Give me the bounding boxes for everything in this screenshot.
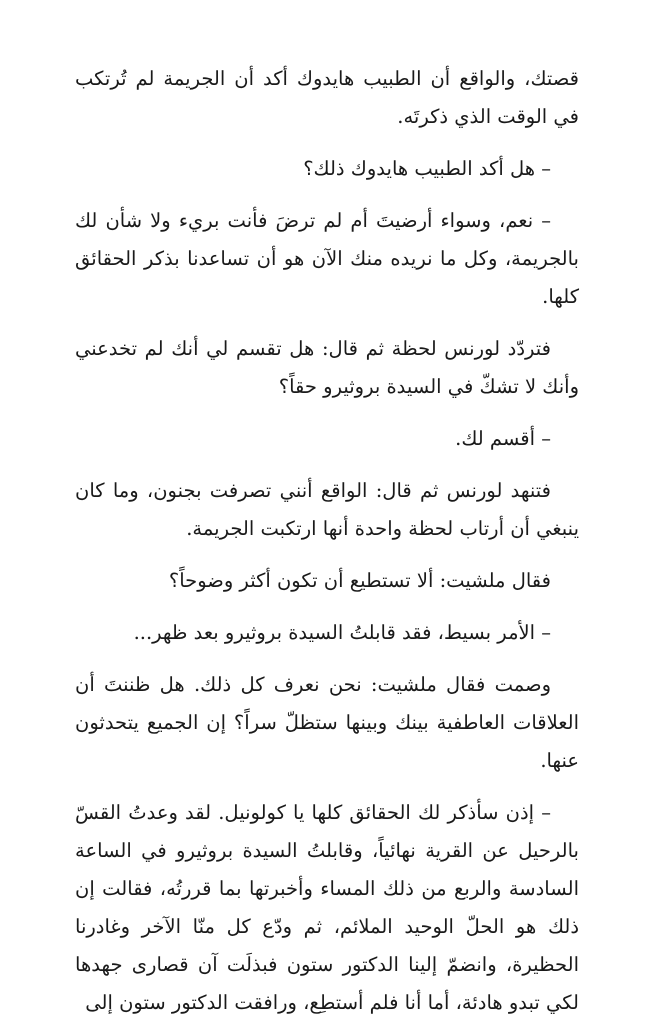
paragraph-10: – إذن سأذكر لك الحقائق كلها يا كولونيل. لقد وعدتُ القسّ بالرحيل عن القرية نهائياً، وقابلتُ السيدة بروثيرو في الساعة السادسة والربع من ذلك المساء وأخبرتها بما قررتُه، فقالت إن ذلك هو الحلّ الوحيد الملائم، ثم ودّع كل منّا الآخر وغادرنا الحظيرة، وانضمّ إلينا الدكتور ستون فبذلَت آن قصارى جهدها لكي تبدو هادئة، أما أنا فلم أستطِع، ورافقت الدكتور ستون إلى bbox=[75, 801, 579, 1014]
paragraph-7: فقال ملشيت: ألا تستطيع أن تكون أكثر وضوحاً؟ bbox=[168, 569, 551, 592]
paragraph-8: – الأمر بسيط، فقد قابلتُ السيدة بروثيرو بعد ظهر... bbox=[133, 621, 551, 644]
paragraph-1: قصتك، والواقع أن الطبيب هايدوك أكد أن الجريمة لم تُرتكب في الوقت الذي ذكرتَه. bbox=[75, 67, 579, 128]
book-page bbox=[75, 60, 579, 1014]
paragraph-5: – أقسم لك. bbox=[455, 427, 551, 450]
paragraph-9: وصمت فقال ملشيت: نحن نعرف كل ذلك. هل ظننتَ أن العلاقات العاطفية بينك وبينها ستظلّ سراً؟ إن الجميع يتحدثون عنها. bbox=[75, 673, 579, 772]
paragraph-3: – نعم، وسواء أرضيتَ أم لم ترضَ فأنت بريء ولا شأن لك بالجريمة، وكل ما نريده منك الآن هو أن تساعدنا بذكر الحقائق كلها. bbox=[75, 209, 579, 308]
paragraph-6: فتنهد لورنس ثم قال: الواقع أنني تصرفت بجنون، وما كان ينبغي أن أرتاب لحظة واحدة أنها ارتكبت الجريمة. bbox=[75, 479, 579, 540]
paragraph-4: فتردّد لورنس لحظة ثم قال: هل تقسم لي أنك لم تخدعني وأنك لا تشكّ في السيدة بروثيرو حقاً؟ bbox=[75, 337, 579, 398]
paragraph-2: – هل أكد الطبيب هايدوك ذلك؟ bbox=[303, 157, 551, 180]
